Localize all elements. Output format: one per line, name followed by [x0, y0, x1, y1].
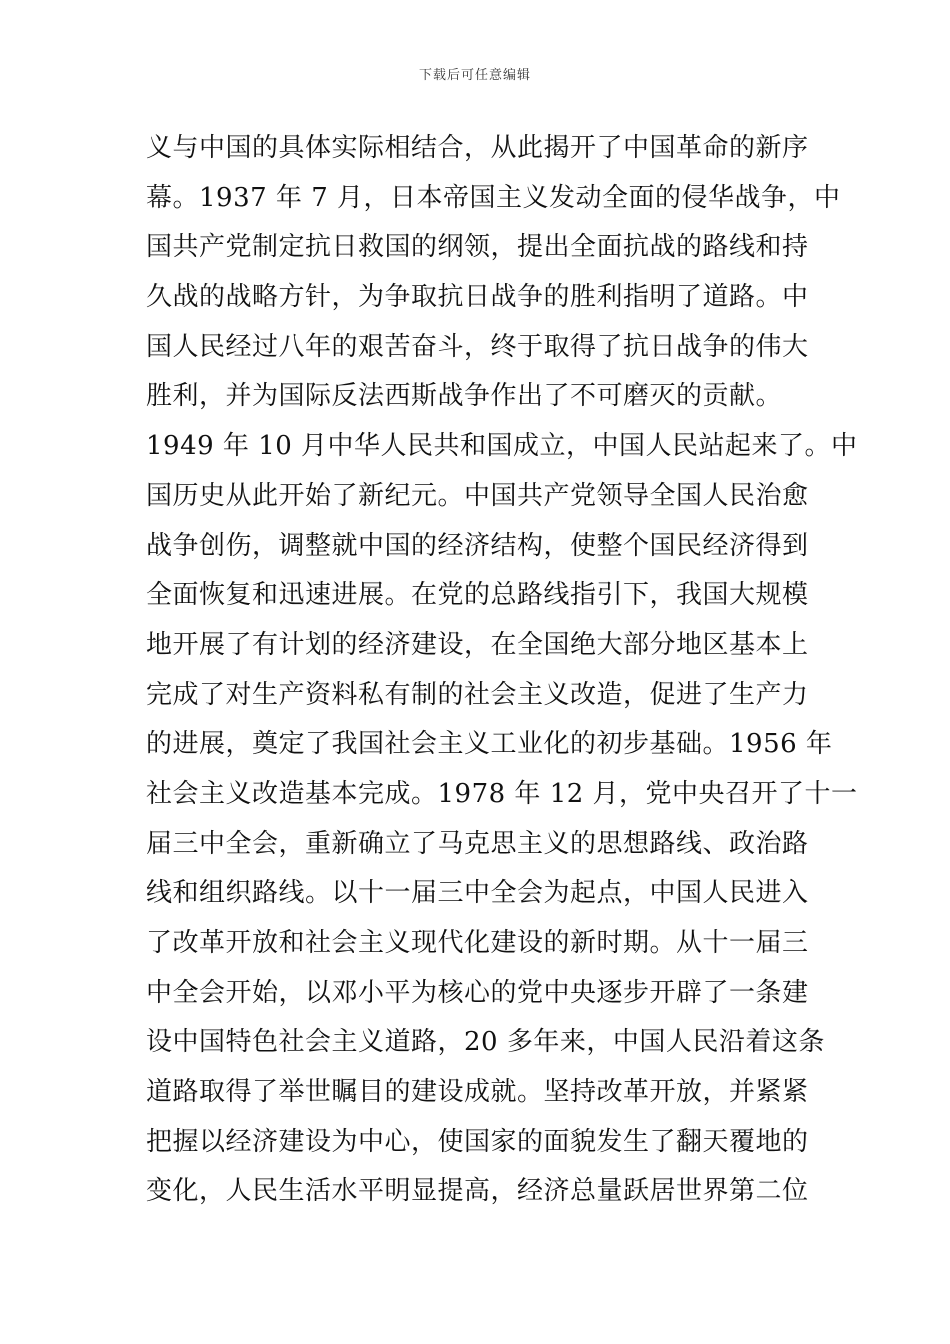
text-line: 届三中全会，重新确立了马克思主义的思想路线、政治路 — [146, 828, 809, 859]
text-line: 战争创伤，调整就中国的经济结构，使整个国民经济得到 — [146, 530, 809, 561]
text-line: 全面恢复和迅速进展。在党的总路线指引下，我国大规模 — [146, 580, 809, 611]
text-line: 变化，人民生活水平明显提高，经济总量跃居世界第二位 — [146, 1176, 809, 1207]
text-line: 国历史从此开始了新纪元。中国共产党领导全国人民治愈 — [146, 480, 809, 511]
text-line: 胜利，并为国际反法西斯战争作出了不可磨灭的贡献。 — [146, 381, 783, 412]
text-line: 道路取得了举世瞩目的建设成就。坚持改革开放，并紧紧 — [146, 1077, 809, 1108]
text-line: 地开展了有计划的经济建设，在全国绝大部分地区基本上 — [146, 629, 809, 660]
text-line: 线和组织路线。以十一届三中全会为起点，中国人民进入 — [146, 878, 809, 909]
text-line: 设中国特色社会主义道路，20 多年来，中国人民沿着这条 — [146, 1027, 825, 1058]
text-line: 了改革开放和社会主义现代化建设的新时期。从十一届三 — [146, 928, 809, 958]
text-line: 国共产党制定抗日救国的纲领，提出全面抗战的路线和持 — [146, 232, 809, 263]
text-line: 中全会开始，以邓小平为核心的党中央逐步开辟了一条建 — [146, 977, 809, 1008]
text-line: 社会主义改造基本完成。1978 年 12 月，党中央召开了十一 — [146, 778, 858, 809]
text-line: 1949 年 10 月中华人民共和国成立，中国人民站起来了。中 — [146, 431, 858, 462]
page-header-note: 下载后可任意编辑 — [418, 68, 531, 83]
text-line: 久战的战略方针，为争取抗日战争的胜利指明了道路。中 — [146, 282, 809, 313]
text-line: 义与中国的具体实际相结合，从此揭开了中国革命的新序 — [146, 133, 809, 163]
document-body — [146, 124, 858, 1217]
text-line: 的进展，奠定了我国社会主义工业化的初步基础。1956 年 — [146, 729, 833, 760]
text-line: 幕。1937 年 7 月，日本帝国主义发动全面的侵华战争，中 — [146, 182, 841, 213]
text-line: 把握以经济建设为中心，使国家的面貌发生了翻天覆地的 — [146, 1126, 809, 1157]
text-line: 完成了对生产资料私有制的社会主义改造，促进了生产力 — [146, 679, 809, 710]
text-line: 国人民经过八年的艰苦奋斗，终于取得了抗日战争的伟大 — [146, 331, 809, 362]
